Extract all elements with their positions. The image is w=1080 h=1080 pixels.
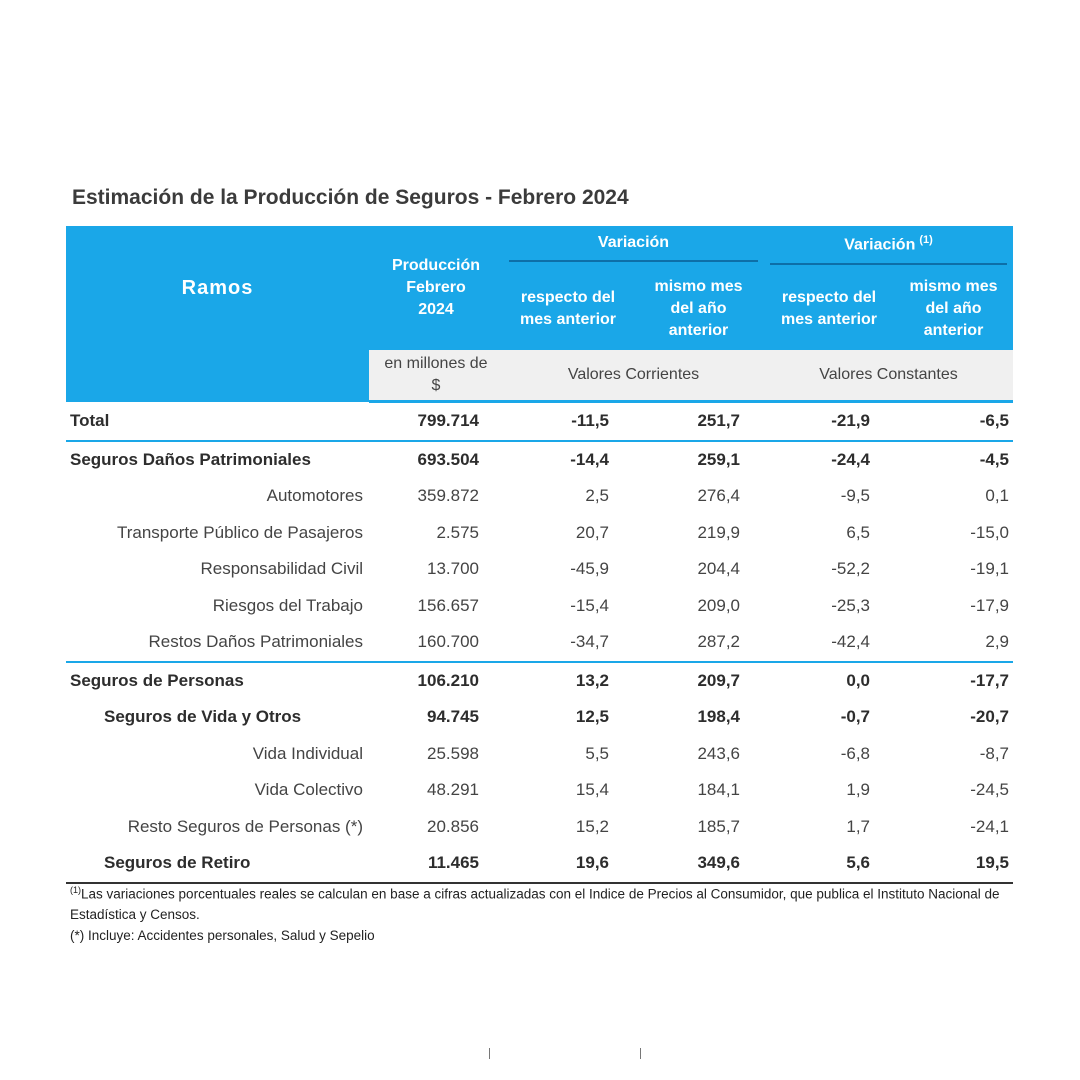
cell-var-mes: -14,4 [503,441,633,479]
cell-produccion: 106.210 [369,662,503,700]
footnote-2: (*) Incluye: Accidentes personales, Salud y Sepelio [70,928,375,943]
cell-var-mes: -45,9 [570,559,609,579]
cell-var-anio: 276,4 [697,486,740,506]
cell-var-mes: -15,4 [570,595,609,615]
cell-var-real-mes: 5,6 [764,845,894,883]
cell-var-anio: 209,7 [633,662,764,700]
row-label: Seguros de Vida y Otros [104,707,302,727]
cell-var-real-anio: -8,7 [979,743,1010,763]
row-label: Vida Individual [252,743,363,763]
cell-var-real-anio: -17,7 [894,662,1013,700]
table-row [66,588,1013,625]
cell-var-mes: 12,5 [575,707,609,727]
cell-var-anio: 198,4 [697,707,740,727]
row-label: Responsabilidad Civil [200,559,363,579]
cell-var-mes: 15,2 [575,816,609,836]
cell-var-real-mes: -25,3 [831,595,870,615]
row-label: Resto Seguros de Personas (*) [127,816,363,836]
cell-var-real-mes: -0,7 [840,707,870,727]
cell-var-real-anio: 0,1 [985,486,1010,506]
cell-var-anio: 204,4 [697,559,740,579]
cell-var-mes: 5,5 [585,743,609,763]
cell-var-mes: -34,7 [570,632,609,652]
table-row [66,736,1013,773]
cell-var-real-mes: -9,5 [840,486,870,506]
cell-var-real-anio: -6,5 [979,411,1010,431]
cell-produccion: 11.465 [369,845,503,883]
footnote-marker: (1) [919,234,933,247]
row-label: Seguros Daños Patrimoniales [66,441,369,479]
header-mismo-mes-corrientes: mismo mes del año anterior [654,278,743,339]
row-label: Automotores [266,486,363,506]
header-valores-constantes: Valores Constantes [764,350,1013,402]
row-label: Seguros de Personas [66,662,369,700]
cell-produccion: 156.657 [417,595,479,615]
table-row [66,478,1013,515]
cell-var-anio: 251,7 [697,411,740,431]
cell-var-anio: 185,7 [697,816,740,836]
table-row [66,772,1013,809]
header-respecto-corrientes: respecto del mes anterior [519,289,617,328]
cell-var-anio: 349,6 [633,845,764,883]
row-label: Vida Colectivo [254,780,363,800]
table-row [66,515,1013,552]
cell-var-real-anio: -24,1 [970,816,1010,836]
cell-var-mes: -11,5 [571,411,609,431]
cell-var-mes: 20,7 [575,522,609,542]
row-label: Riesgos del Trabajo [212,595,363,615]
cell-var-anio: 184,1 [697,780,740,800]
cell-var-real-anio: -19,1 [970,559,1010,579]
cell-var-real-anio: -17,9 [970,595,1010,615]
cell-produccion: 94.745 [427,707,479,727]
cell-var-real-mes: -52,2 [831,559,870,579]
cell-produccion: 160.700 [417,632,479,652]
cell-var-real-anio: -4,5 [894,441,1013,479]
cell-produccion: 25.598 [427,743,479,763]
header-blank [66,350,369,402]
cell-produccion: 359.872 [417,486,479,506]
table-row-total [66,402,1013,441]
cell-var-real-anio: -15,0 [970,522,1010,542]
header-ramos: Ramos [181,277,254,299]
cell-var-mes: 13,2 [503,662,633,700]
footnote-1 [70,880,1030,925]
cell-var-real-mes: -42,4 [831,632,870,652]
header-produccion: Producción Febrero 2024 [391,257,480,318]
cell-produccion: 2.575 [436,522,479,542]
cell-var-anio: 209,0 [697,595,740,615]
cell-produccion: 13.700 [427,559,479,579]
row-label: Restos Daños Patrimoniales [148,632,363,652]
table-row-danos [66,441,1013,479]
cell-var-real-mes: -21,9 [831,411,870,431]
cell-var-real-mes: 1,9 [846,780,870,800]
table-title: Estimación de la Producción de Seguros - Febrero 2024 [72,186,629,209]
footnote-1-text: Las variaciones porcentuales reales se calculan en base a cifras actualizadas con el Indice de Precios al Consumidor, que publica el Instituto Nacional de Estadística y Censos. [70,886,1000,922]
table-row [66,551,1013,588]
cell-var-anio: 287,2 [697,632,740,652]
insurance-production-table [66,226,1013,884]
cell-var-mes: 15,4 [575,780,609,800]
footnote-1-mark: (1) [70,885,81,895]
cell-var-anio: 259,1 [633,441,764,479]
cell-var-mes: 19,6 [503,845,633,883]
row-label: Total [70,410,110,430]
table-row [66,624,1013,662]
cell-produccion: 693.504 [369,441,503,479]
cell-var-anio: 243,6 [697,743,740,763]
cell-var-real-anio: 2,9 [985,632,1010,652]
cell-produccion: 799.714 [417,411,479,431]
cell-var-real-mes: 0,0 [764,662,894,700]
cell-produccion: 48.291 [427,780,479,800]
header-respecto-constantes: respecto del mes anterior [780,289,878,328]
header-units: en millones de $ [369,350,503,402]
cell-var-real-mes: -24,4 [764,441,894,479]
header-mismo-mes-constantes: mismo mes del año anterior [909,278,998,339]
cell-var-real-mes: -6,8 [840,743,870,763]
cell-var-real-mes: 1,7 [846,816,870,836]
cell-var-real-anio: -24,5 [970,780,1010,800]
table-row-vida-otros [66,699,1013,736]
cell-var-real-anio: 19,5 [894,845,1013,883]
page-mark [489,1048,490,1059]
cell-produccion: 20.856 [427,816,479,836]
cell-var-anio: 219,9 [697,522,740,542]
page-mark [640,1048,641,1059]
table-row [66,809,1013,846]
row-label: Transporte Público de Pasajeros [116,522,363,542]
header-variacion-real: Variación $^{(1)}$ [764,226,1013,268]
table-row-retiro [66,845,1013,883]
table-row-personas [66,662,1013,700]
cell-var-mes: 2,5 [585,486,609,506]
row-label: Seguros de Retiro [66,845,369,883]
header-valores-corrientes: Valores Corrientes [503,350,764,402]
header-variacion: Variación [503,226,764,268]
cell-var-real-anio: -20,7 [970,707,1010,727]
cell-var-real-mes: 6,5 [846,522,870,542]
